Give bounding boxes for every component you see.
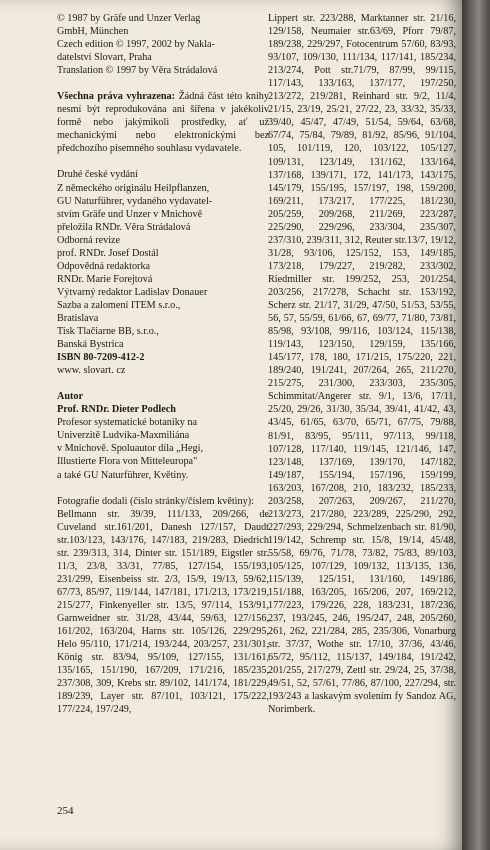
left-column	[57, 12, 269, 716]
edition-line: Z německého originálu Heilpflanzen,	[57, 182, 210, 194]
book-edge	[462, 0, 490, 850]
website: www. slovart. cz	[57, 365, 126, 377]
edition-line: Odpovědná redaktorka	[57, 260, 151, 272]
edition-line: Bratislava	[57, 312, 99, 324]
edition-line: Druhé české vydání	[57, 169, 138, 181]
rights-block	[57, 90, 269, 155]
edition-line: Sazba a zalomení ITEM s.r.o.,	[57, 299, 181, 311]
photo-credits-intro: Fotografie dodali (číslo stránky/číslem květiny):	[57, 495, 254, 507]
edition-line: prof. RNDr. Josef Dostál	[57, 247, 159, 259]
rights-text-start: Žádná	[178, 91, 205, 103]
edition-line: Banská Bystrica	[57, 339, 124, 351]
edition-block	[57, 168, 269, 377]
edition-line: Odborná revize	[57, 234, 121, 246]
copyright-line: GmbH, München	[57, 26, 129, 38]
right-column	[268, 12, 456, 717]
author-bio-line: v Mnichově. Spoluautor díla „Hegi,	[57, 443, 203, 455]
author-bio-line: Profesor systematické botaniky na	[57, 417, 198, 429]
edition-line: RNDr. Marie Forejtová	[57, 273, 153, 285]
photo-credits-left: Bellmann str. 39/39, 111/133, 209/266, de Cuveland str.161/201, Danesh 127/157, Daudt str.103/123, 143/176, 147/183, 219/283, Diedrich str. 239/313, 314, Dinter str. 151/189, Eigstler str. 11/3, 23/8, 33/31, 77/85, 127/154, 155/193, 231/299, Eisenbeiss str. 2/3, 15/9, 19/13, 59/62, 67/73, 85/97, 119/144, 147/181, 171/213, 173/219, 215/277, Finkenyeller str. 13/5, 97/114, 153/91, Garnweidner str. 31/28, 43/44, 59/63, 127/156, 161/202, 163/204, Harns str. 105/126, 229/295, Helo 95/110, 171/214, 193/244, 203/257, 231/301, König str. 83/94, 95/109, 127/155, 131/161, 135/165, 151/190, 167/209, 171/216, 185/235, 237/308, 309, Krebs str. 89/102, 141/174, 181/229, 189/239, Layer str. 87/101, 103/121, 175/222, 177/224, 197/249,	[57, 508, 269, 716]
author-name: Prof. RNDr. Dieter Podlech	[57, 404, 176, 416]
photo-credits-block	[57, 495, 269, 717]
edition-line: Tisk Tlačiarne BB, s.r.o.,	[57, 326, 159, 338]
edition-line: Výtvarný redaktor Ladislav Donauer	[57, 286, 208, 298]
author-bio-line: Univerzitě Ludvíka-Maxmiliána	[57, 430, 190, 442]
photo-credits-right: Lippert str. 223/288, Marktanner str. 21/16, 129/158, Neumaier str.63/69, Pforr 79/87, 189/238, 229/297, Fotocentrum 57/60, 83/93, 93/107, 109/130, 111/134, 117/141, 185/234, 213/274, Pott str.71/79, 87/99, 99/115, 117/143, 133/163, 137/177, 197/250, 213/272, 219/281, Reinhard str. 9/2, 11/4, 21/15, 23/19, 25/21, 27/22, 23, 33/32, 35/33, 39/40, 45/47, 47/49, 51/54, 59/64, 63/68, 67/74, 75/84, 79/89, 81/92, 85/96, 91/104, 105, 101/119, 120, 103/122, 105/127, 109/131, 123/149, 131/162, 133/164, 137/168, 139/171, 172, 141/173, 143/175, 145/179, 155/195, 157/197, 198, 159/200, 169/211, 173/217, 177/225, 181/230, 205/259, 209/268, 211/269, 223/287, 225/290, 229/296, 233/304, 235/307, 237/310, 239/311, 312, Reuter str.13/7, 19/12, 31/28, 93/106, 125/152, 153, 149/185, 173/218, 179/227, 219/282, 233/302, Riedmiller str. 199/252, 253, 201/254, 203/256, 217/278, Schacht str. 153/192, Scherz str. 21/17, 31/29, 47/50, 51/53, 53/55, 56, 57, 55/59, 61/66, 67, 69/77, 71/80, 73/81, 85/98, 93/108, 99/116, 103/124, 115/138, 119/143, 123/150, 129/159, 135/166, 145/177, 178, 180, 171/215, 175/220, 221, 189/240, 191/241, 207/264, 265, 211/270, 215/275, 231/300, 233/303, 235/305, Schimmitat/Angerer str. 9/1, 13/6, 17/11, 25/20, 29/26, 31/30, 35/34, 39/41, 41/42, 43, 43/45, 61/65, 63/70, 65/71, 67/75, 79/88, 81/91, 83/95, 95/111, 97/113, 99/118, 107/128, 117/140, 119/145, 121/146, 147, 123/148, 137/169, 139/170, 147/182, 149/187, 155/194, 157/196, 159/199, 163/203, 167/208, 210, 183/232, 185/233, 203/258, 207/263, 209/267, 211/270, 213/273, 217/280, 223/289, 225/290, 292, 227/293, 229/294, Schmelzenbach str. 81/90, 119/142, Schremp str. 15/8, 19/14, 45/48, 55/58, 69/76, 71/78, 73/82, 75/83, 89/103, 105/125, 107/129, 109/132, 113/135, 136, 115/139, 125/151, 131/160, 149/186, 151/188, 163/205, 165/206, 207, 169/212, 177/223, 179/226, 228, 183/231, 187/236, 237, 193/245, 246, 195/247, 248, 205/260, 261, 262, 221/284, 285, 235/306, Vonarburg str. 37/37, Wothe str. 17/10, 37/36, 43/46, 65/72, 95/112, 115/137, 149/184, 191/242, 201/255, 217/279, Zettl str. 29/24, 25, 37/38, 49/51, 52, 57/61, 77/86, 87/100, 227/294, str. 193/243 a laskavým svolením fy Sandoz AG, Norimberk.	[268, 13, 456, 716]
edition-line: přeložila RNDr. Věra Strádalová	[57, 221, 191, 233]
author-bio-line: Illustierte Flora von Mitteleuropa"	[57, 456, 198, 468]
copyright-block	[57, 12, 269, 77]
author-heading: Autor	[57, 391, 84, 403]
rights-text: část této knihy nesmí být reprodukována ani šířena v jakékoliv formě nebo jakýmikoli prostředky, ať už mechanickými nebo elektronickými bez předchozího písemného souhlasu vydavatele.	[57, 91, 269, 155]
author-bio-line: a také GU Naturführer, Květiny.	[57, 469, 189, 481]
edition-line: stvím Gräfe und Unzer v Mnichově	[57, 208, 203, 220]
page-number: 254	[57, 805, 74, 817]
copyright-line: Czech edition © 1997, 2002 by Nakla-	[57, 39, 215, 51]
edition-line: GU Naturführer, vydaného vydavatel-	[57, 195, 213, 207]
rights-heading: Všechna práva vyhrazena:	[57, 91, 176, 103]
isbn: ISBN 80-7209-412-2	[57, 352, 145, 364]
author-block	[57, 390, 269, 481]
copyright-line: Translation © 1997 by Věra Strádalová	[57, 65, 218, 77]
copyright-line: datelství Slovart, Praha	[57, 52, 152, 64]
copyright-line: © 1987 by Gräfe und Unzer Verlag	[57, 13, 201, 24]
